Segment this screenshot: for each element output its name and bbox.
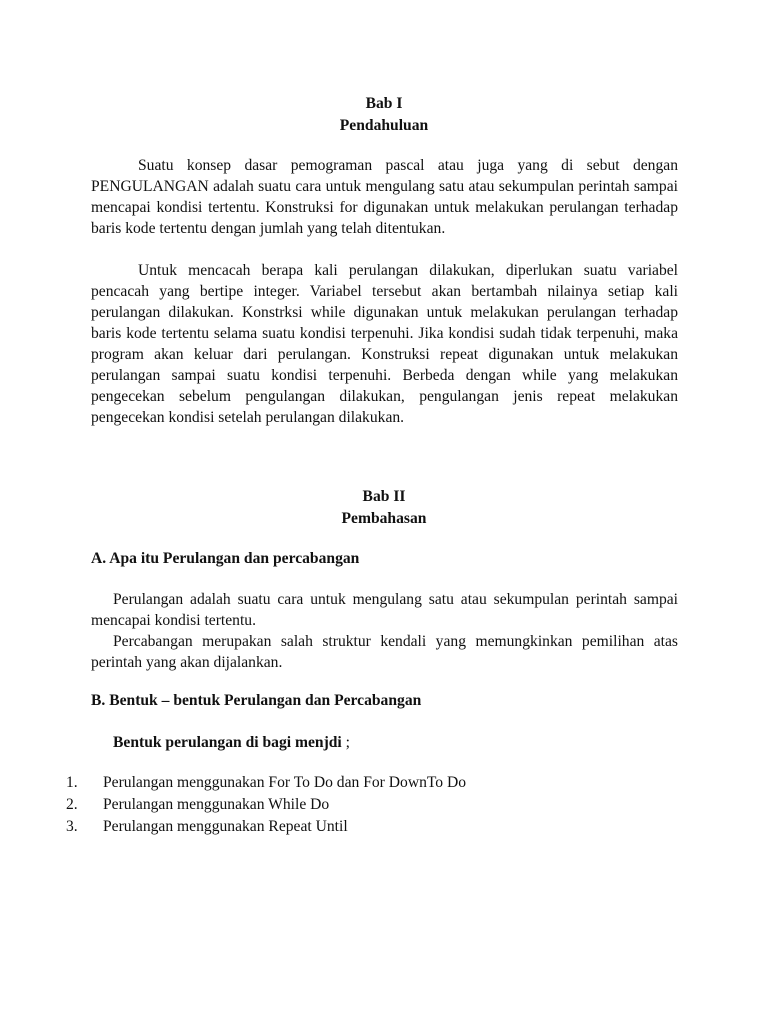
list-item-number: 1. <box>66 774 78 791</box>
section-a-paragraph-2: Percabangan merupakan salah struktur kendali yang memungkinkan pemilihan atas perintah yang akan dijalankan. <box>91 633 678 671</box>
section-b-heading: B. Bentuk – bentuk Perulangan dan Percabangan <box>91 692 422 709</box>
list-item-text: Perulangan menggunakan While Do <box>103 796 330 813</box>
list-item-text: Perulangan menggunakan Repeat Until <box>103 818 348 835</box>
bab1-paragraph-2: Untuk mencacah berapa kali perulangan dilakukan, diperlukan suatu variabel pencacah yang bertipe integer. Variabel tersebut akan bertambah nilainya setiap kali perulangan dilakukan. Konstrksi while digunakan untuk melakukan perulangan terhadap baris kode tertentu selama suatu kondisi terpenuhi. Jika kondisi sudah tidak terpenuhi, maka program akan keluar dari perulangan. Konstruksi repeat digunakan untuk melakukan perulangan sampai suatu kondisi terpenuhi. Berbeda dengan while yang melakukan pengecekan sebelum pengulangan dilakukan, pengulangan jenis repeat melakukan pengecekan kondisi setelah perulangan dilakukan. <box>91 262 678 426</box>
bab2-title: Bab II <box>362 488 406 505</box>
bab2-subtitle: Pembahasan <box>341 510 427 527</box>
section-b-subheading <box>113 732 350 754</box>
list-item <box>66 794 466 816</box>
list-item <box>66 816 466 838</box>
subheading-bold-text: Bentuk perulangan di bagi menjdi <box>113 734 342 751</box>
perulangan-list <box>66 772 466 838</box>
section-a-paragraph-1: Perulangan adalah suatu cara untuk mengulang satu atau sekumpulan perintah sampai mencapai kondisi tertentu. <box>91 591 678 629</box>
list-item-text: Perulangan menggunakan For To Do dan For DownTo Do <box>103 774 467 791</box>
subheading-suffix: ; <box>341 734 351 751</box>
bab1-paragraph-1: Suatu konsep dasar pemograman pascal atau juga yang di sebut dengan PENGULANGAN adalah suatu cara untuk mengulang satu atau sekumpulan perintah sampai mencapai kondisi tertentu. Konstruksi for digunakan untuk melakukan perulangan terhadap baris kode tertentu dengan jumlah yang telah ditentukan. <box>91 157 678 237</box>
bab1-title: Bab I <box>365 95 403 112</box>
bab1-subtitle: Pendahuluan <box>339 117 429 134</box>
list-item-number: 3. <box>66 818 78 835</box>
section-a-heading: A. Apa itu Perulangan dan percabangan <box>91 550 360 567</box>
list-item <box>66 772 466 794</box>
list-item-number: 2. <box>66 796 78 813</box>
